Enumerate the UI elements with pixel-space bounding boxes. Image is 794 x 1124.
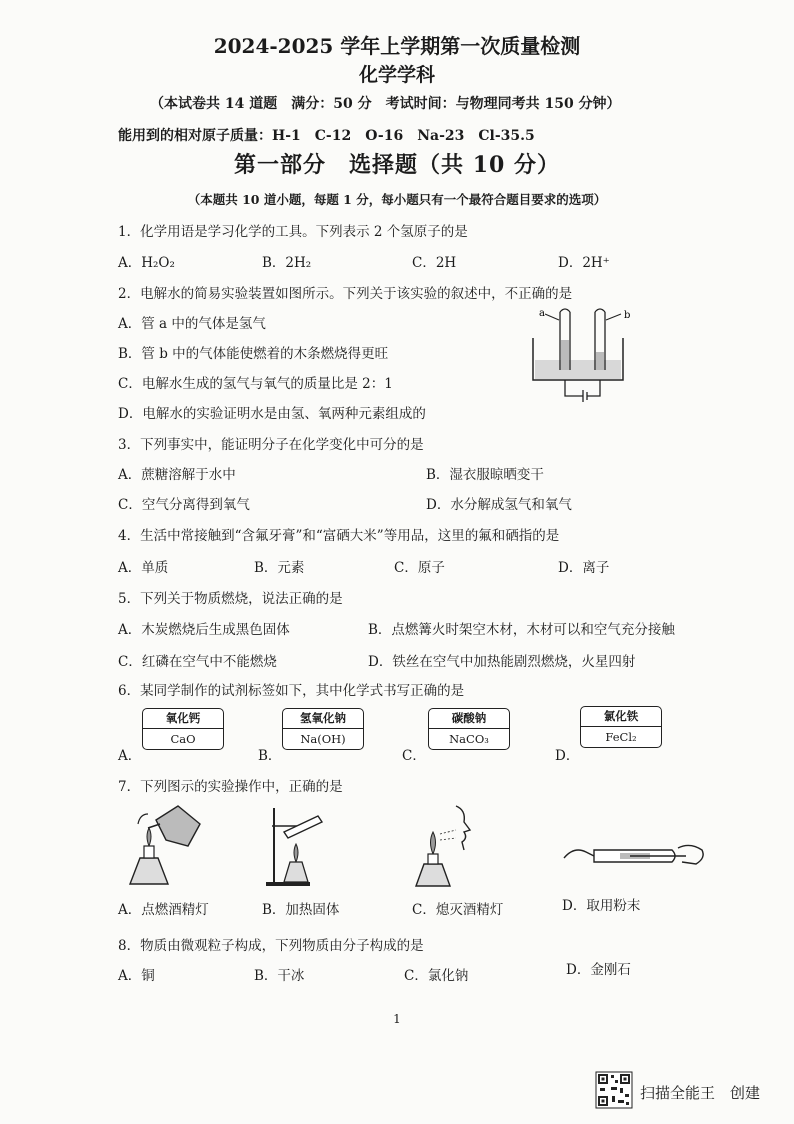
question-4-stem: 4．生活中常接触到“含氟牙膏”和“富硒大米”等用品，这里的氟和硒指的是: [118, 528, 560, 544]
question-7-stem: 7．下列图示的实验操作中，正确的是: [118, 779, 343, 795]
scanner-watermark: 扫描全能王 创建: [640, 1084, 761, 1102]
reagent-formula: CaO: [170, 732, 196, 746]
q1-option-a: A．H₂O₂: [118, 255, 175, 271]
q8-option-c: C．氯化钠: [404, 968, 469, 984]
q1-option-b: B．2H₂: [262, 255, 312, 271]
q4-option-c: C．原子: [394, 560, 445, 576]
reagent-formula: FeCl₂: [605, 730, 637, 744]
q2-option-a: A．管 a 中的气体是氢气: [118, 316, 266, 332]
question-6-stem: 6．某同学制作的试剂标签如下，其中化学式书写正确的是: [118, 683, 465, 699]
reagent-label-b: [282, 708, 364, 750]
q4-option-a: A．单质: [118, 560, 169, 576]
qr-code-icon: [596, 1072, 632, 1108]
tube-b-label: b: [624, 310, 631, 321]
question-8-stem: 8．物质由微观粒子构成，下列物质由分子构成的是: [118, 938, 424, 954]
exam-title: 2024-2025 学年上学期第一次质量检测: [213, 34, 581, 58]
q7-option-c: C．熄灭酒精灯: [412, 902, 504, 918]
exam-info: （本试卷共 14 道题 满分：50 分 考试时间：与物理同考共 150 分钟）: [150, 96, 621, 112]
q5-option-a: A．木炭燃烧后生成黑色固体: [118, 622, 290, 638]
page-number: 1: [393, 1012, 401, 1026]
q7-option-b: B．加热固体: [262, 902, 340, 918]
question-3-stem: 3．下列事实中，能证明分子在化学变化中可分的是: [118, 437, 424, 453]
q6-option-a: A．: [118, 748, 142, 764]
q6-option-b: B．: [258, 748, 282, 764]
reagent-formula: Na(OH): [300, 732, 346, 746]
lighting-alcohol-lamp-figure: [118, 800, 208, 890]
q6-option-d: D．: [555, 748, 580, 764]
reagent-name: 氯化铁: [581, 707, 661, 727]
q6-option-c: C．: [402, 748, 426, 764]
q5-option-c: C．红磷在空气中不能燃烧: [118, 654, 277, 670]
q5-option-b: B．点燃篝火时架空木材，木材可以和空气充分接触: [368, 622, 675, 638]
q2-option-d: D．电解水的实验证明水是由氢、氧两种元素组成的: [118, 406, 426, 422]
reagent-name: 氢氧化钠: [283, 709, 363, 729]
section-instruction: （本题共 10 道小题，每题 1 分，每小题只有一个最符合题目要求的选项）: [187, 192, 607, 207]
q1-option-d: D．2H⁺: [558, 255, 610, 271]
q4-option-b: B．元素: [254, 560, 305, 576]
reagent-name: 碳酸钠: [429, 709, 509, 729]
q1-option-c: C．2H: [412, 255, 457, 271]
section-title: 第一部分 选择题（共 10 分）: [234, 152, 560, 178]
subject-title: 化学学科: [358, 64, 435, 86]
q3-option-c: C．空气分离得到氧气: [118, 497, 250, 513]
q5-option-d: D．铁丝在空气中加热能剧烈燃烧，火星四射: [368, 654, 636, 670]
q7-option-d: D．取用粉末: [562, 898, 641, 914]
reagent-label-d: [580, 706, 662, 748]
atomic-mass-line: 能用到的相对原子质量：H-1 C-12 O-16 Na-23 Cl-35.5: [118, 128, 535, 144]
q8-option-a: A．铜: [118, 968, 155, 984]
q8-option-b: B．干冰: [254, 968, 305, 984]
q4-option-d: D．离子: [558, 560, 610, 576]
heating-solid-figure: [262, 802, 332, 888]
q3-option-d: D．水分解成氢气和氧气: [426, 497, 572, 513]
reagent-label-c: [428, 708, 510, 750]
q3-option-b: B．湿衣服晾晒变干: [426, 467, 544, 483]
q2-option-c: C．电解水生成的氢气与氧气的质量比是 2：1: [118, 376, 393, 392]
question-5-stem: 5．下列关于物质燃烧，说法正确的是: [118, 591, 343, 607]
extinguish-lamp-figure: [410, 800, 480, 890]
q8-option-d: D．金刚石: [566, 962, 631, 978]
electrolysis-apparatus-figure: [525, 300, 645, 410]
reagent-name: 氧化钙: [143, 709, 223, 729]
take-powder-figure: [560, 836, 710, 876]
q7-option-a: A．点燃酒精灯: [118, 902, 209, 918]
question-1-stem: 1．化学用语是学习化学的工具。下列表示 2 个氢原子的是: [118, 224, 468, 240]
q2-option-b: B．管 b 中的气体能使燃着的木条燃烧得更旺: [118, 346, 389, 362]
q3-option-a: A．蔗糖溶解于水中: [118, 467, 236, 483]
tube-a-label: a: [539, 308, 545, 319]
reagent-label-a: [142, 708, 224, 750]
question-2-stem: 2．电解水的简易实验装置如图所示。下列关于该实验的叙述中，不正确的是: [118, 286, 573, 302]
reagent-formula: NaCO₃: [449, 732, 489, 746]
